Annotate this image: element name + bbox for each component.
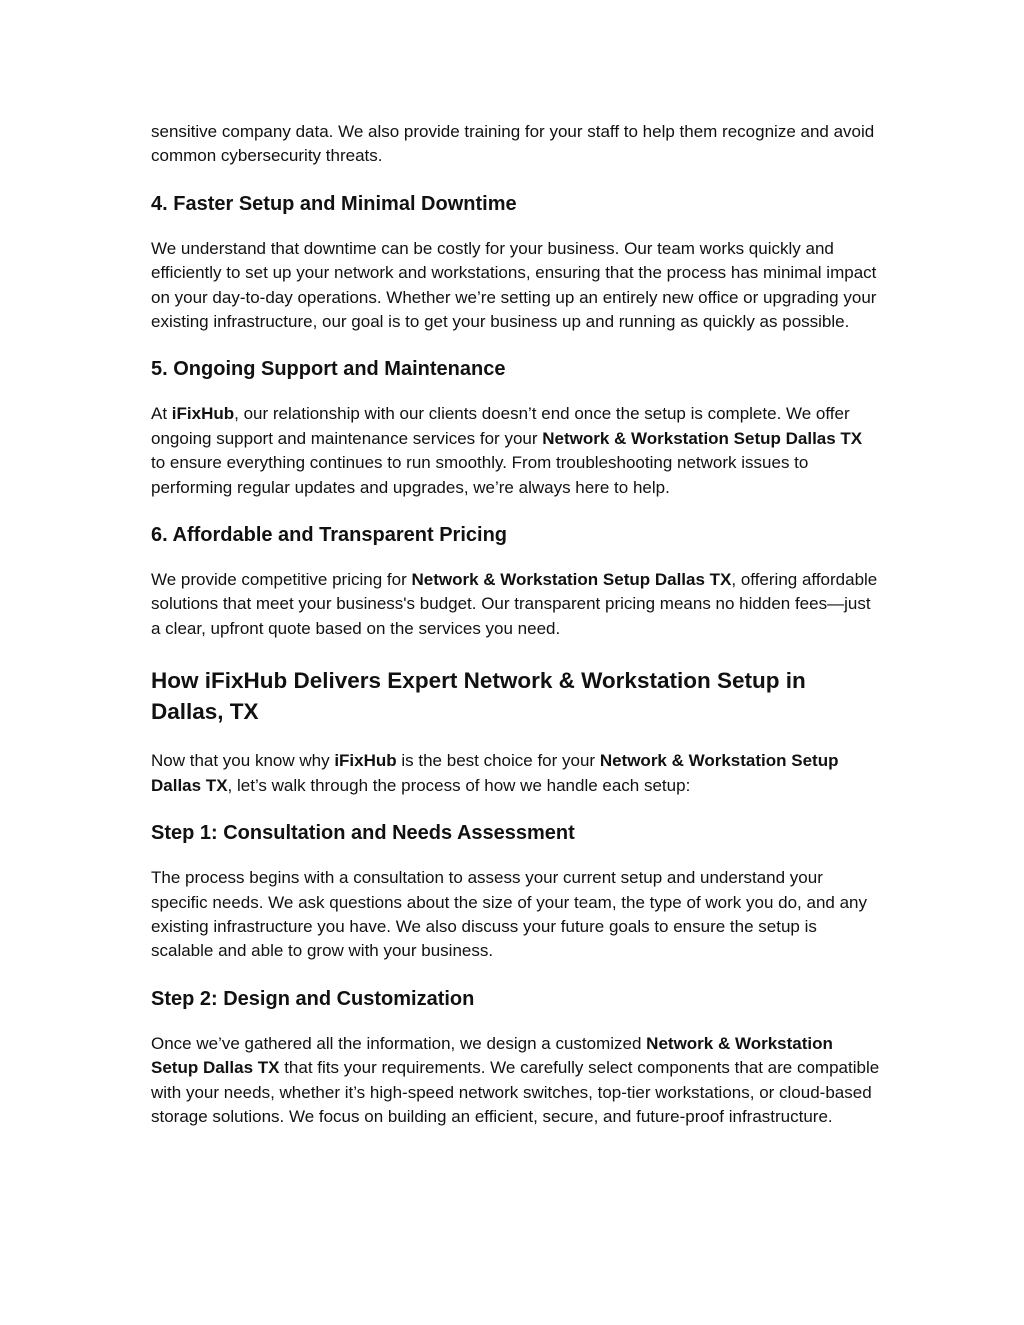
heading-faster-setup: 4. Faster Setup and Minimal Downtime [151,192,517,215]
heading-ongoing-support: 5. Ongoing Support and Maintenance [151,358,506,381]
intro-paragraph: sensitive company data. We also provide training for your staff to help them recognize and avoid common cybersecurity threats. [151,122,875,166]
text-span: that fits your requirements. We carefully select components that are compatible with your needs, whether it’s high-speed network switches, top-tier workstations, or cloud-based storage solutions. We focus on building an efficient, secure, and future-proof infrastructure. [151,1058,880,1126]
text-span: , our relationship with our clients doesn’t end once the setup is complete. We offer ongoing support and maintenance services for your [151,404,850,448]
paragraph-ongoing-support [151,402,881,500]
text-span: We provide competitive pricing for [151,570,412,590]
paragraph-step-1: The process begins with a consultation to assess your current setup and understand your specific needs. We ask questions about the size of your team, the type of work you do, and any existing infrastructure you have. We also discuss your future goals to ensure the setup is scalable and able to grow with your business. [151,868,867,961]
text-span: , offering affordable solutions that meet your business's budget. Our transparent pricing means no hidden fees—just a clear, upfront quote based on the services you need. [151,570,878,638]
text-span: is the best choice for your [396,751,600,771]
bold-span: Network & Workstation Setup Dallas TX [151,751,839,795]
heading-step-1: Step 1: Consultation and Needs Assessment [151,822,575,845]
text-span: to ensure everything continues to run smoothly. From troubleshooting network issues to performing regular updates and upgrades, we’re always here to help. [151,453,809,497]
text-span: Now that you know why [151,751,335,771]
bold-span: iFixHub [171,404,235,424]
text-span: Once we’ve gathered all the information, we design a customized [151,1033,647,1053]
paragraph-how-ifixhub [151,749,881,798]
paragraph-pricing [151,568,881,641]
text-span: , let’s walk through the process of how we handle each setup: [227,775,691,795]
heading-step-2: Step 2: Design and Customization [151,987,475,1010]
paragraph-faster-setup: We understand that downtime can be costly for your business. Our team works quickly and efficiently to set up your network and workstations, ensuring that the process has minimal impact on your day-to-day operations. Whether we’re setting up an entirely new office or upgrading your existing infrastructure, our goal is to get your business up and running as quickly as possible. [151,238,877,332]
heading-how-ifixhub: How iFixHub Delivers Expert Network & Workstation Setup in Dallas, TX [151,668,806,725]
document-page [151,120,881,1129]
bold-span: Network & Workstation Setup Dallas TX [151,1033,833,1078]
bold-span: Network & Workstation Setup Dallas TX [542,428,863,448]
bold-span: iFixHub [334,751,397,771]
heading-pricing: 6. Affordable and Transparent Pricing [151,524,507,547]
bold-span: Network & Workstation Setup Dallas TX [411,570,732,590]
paragraph-step-2 [151,1032,881,1130]
text-span: At [151,404,172,424]
